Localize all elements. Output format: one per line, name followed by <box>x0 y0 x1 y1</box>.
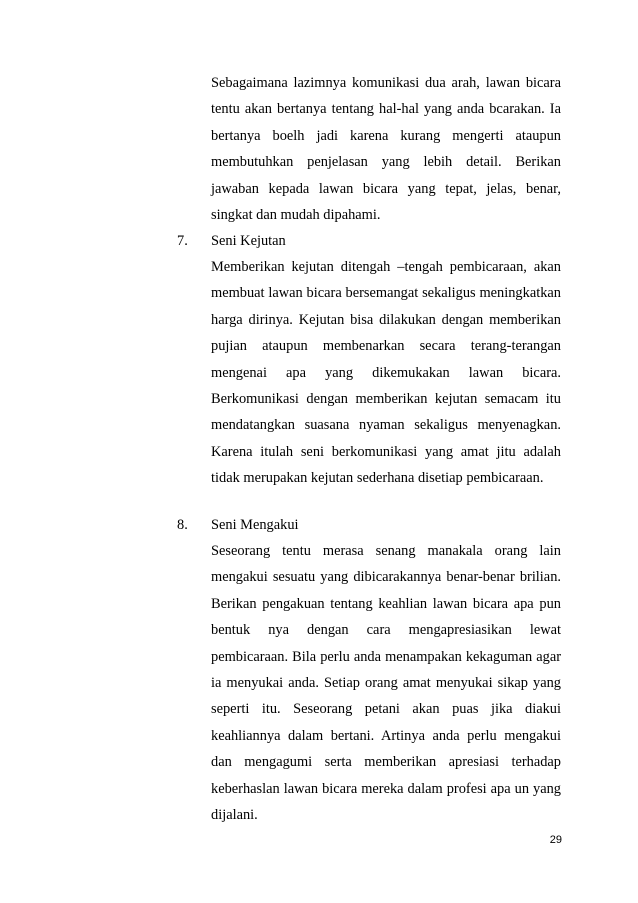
intro-paragraph: Sebagaimana lazimnya komunikasi dua arah, lawan bicara tentu akan bertanya tentang hal-hal yang anda bcarakan. Ia bertanya boelh jadi karena kurang mengerti ataupun membutuhkan penjelasan yang lebih detail. Berikan jawaban kepada lawan bicara yang tepat, jelas, benar, singkat dan mudah dipahami. <box>211 75 561 224</box>
section-number: 7. <box>177 233 188 249</box>
page-number: 29 <box>549 834 562 846</box>
section-title: Seni Mengakui <box>211 517 299 533</box>
section-number: 8. <box>177 517 188 533</box>
section-heading-seni-kejutan <box>177 228 286 254</box>
section-body-seni-kejutan: Memberikan kejutan ditengah –tengah pembicaraan, akan membuat lawan bicara bersemangat sekaligus meningkatkan harga dirinya. Kejutan bisa dilakukan dengan memberikan pujian ataupun membenarkan secara terang-terangan mengenai apa yang dikemukakan lawan bicara. Berkomunikasi dengan memberikan kejutan semacam itu mendatangkan suasana nyaman sekaligus menyenagkan. Karena itulah seni berkomunikasi yang amat jitu adalah tidak merupakan kejutan sederhana disetiap pembicaraan. <box>211 259 561 487</box>
section-body-seni-mengakui: Seseorang tentu merasa senang manakala orang lain mengakui sesuatu yang dibicarakannya benar-benar brilian. Berikan pengakuan tentang keahlian lawan bicara apa pun bentuk nya dengan cara mengapresiasikan lewat pembicaraan. Bila perlu anda menampakan kekaguman agar ia menyukai anda. Setiap orang amat menyukai sikap yang seperti itu. Seseorang petani akan puas jika diakui keahliannya dalam bertani. Artinya anda perlu mengakui dan mengagumi serta memberikan apresiasi terhadap keberhaslan lawan bicara mereka dalam profesi apa un yang dijalani. <box>211 543 561 824</box>
section-heading-seni-mengakui <box>177 512 299 538</box>
section-title: Seni Kejutan <box>211 233 286 249</box>
